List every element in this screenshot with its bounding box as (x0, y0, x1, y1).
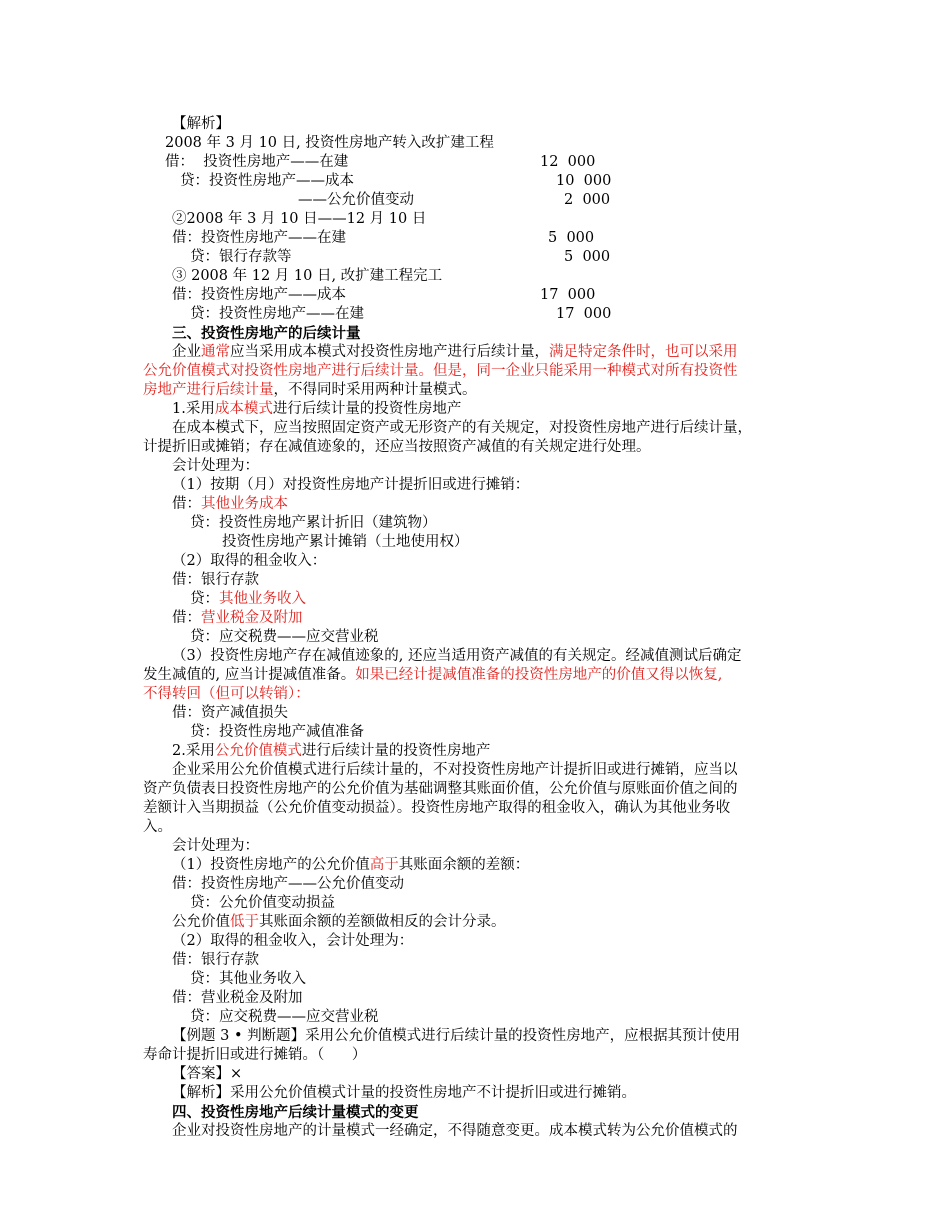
text-line (172, 913, 506, 932)
text-segment: 借：资产减值损失 (172, 705, 288, 721)
entry-amount: 5 000 (564, 249, 611, 265)
text-line (172, 609, 303, 628)
highlighted-text: 满足特定条件时，也可以采用 (549, 344, 738, 360)
text-segment: 借： 投资性房地产——在建 (165, 154, 349, 170)
highlighted-text: 其他业务成本 (201, 496, 288, 512)
text-segment: 2008 年 3 月 10 日, 投资性房地产转入改扩建工程 (165, 135, 494, 151)
text-line (143, 685, 310, 704)
text-segment: 【解析】采用公允价值模式计量的投资性房地产不计提折旧或进行摊销。 (172, 1085, 636, 1101)
text-line (172, 1122, 738, 1141)
text-segment: 在成本模式下，应当按照固定资产或无形资产的有关规定，对投资性房地产进行后续计量， (172, 420, 752, 436)
text-line (190, 970, 306, 989)
text-line (143, 799, 730, 818)
text-segment: 寿命计提折旧或进行摊销。（ ） (143, 1047, 367, 1063)
text-line (190, 723, 364, 742)
text-segment: 企业对投资性房地产的计量模式一经确定，不得随意变更。成本模式转为公允价值模式的 (172, 1123, 738, 1139)
text-segment: 公允价值 (172, 914, 230, 930)
text-segment: 贷：投资性房地产——在建 (190, 306, 364, 322)
entry-amount: 10 000 (556, 173, 612, 189)
text-line (190, 305, 364, 324)
entry-amount: 12 000 (540, 154, 596, 170)
text-line (172, 324, 361, 344)
text-line (172, 286, 346, 305)
text-line (180, 172, 354, 191)
text-line (222, 533, 469, 552)
text-line (172, 742, 490, 761)
text-segment: 【例题 3 • 判断题】采用公允价值模式进行后续计量的投资性房地产，应根据其预计使用 (172, 1028, 741, 1044)
highlighted-text: 房地产进行后续计量 (143, 382, 274, 398)
text-segment: 【解析】 (172, 116, 230, 132)
text-line (172, 495, 288, 514)
text-segment: 应当采用成本模式对投资性房地产进行后续计量， (230, 344, 549, 360)
text-segment: 借：银行存款 (172, 952, 259, 968)
text-line (172, 875, 404, 894)
text-segment: 2.采用 (172, 743, 215, 759)
text-segment: ③ 2008 年 12 月 10 日, 改扩建工程完工 (172, 268, 443, 284)
text-segment: 借：投资性房地产——公允价值变动 (172, 876, 404, 892)
text-line (172, 1065, 242, 1084)
text-segment: 其账面余额的差额做相反的会计分录。 (259, 914, 506, 930)
text-line (190, 514, 437, 533)
text-line (165, 134, 494, 153)
text-segment: 借：银行存款 (172, 572, 259, 588)
text-segment: 进行后续计量的投资性房地产 (272, 401, 462, 417)
entry-amount: 5 000 (548, 230, 595, 246)
text-line (172, 476, 529, 495)
text-line (143, 1046, 366, 1065)
text-line (172, 1027, 740, 1046)
text-line (172, 951, 259, 970)
text-line (172, 457, 259, 476)
highlighted-text: 通常 (201, 344, 230, 360)
text-line (190, 894, 335, 913)
highlighted-text: 不得转回（但可以转销）： (143, 686, 310, 702)
text-segment: （1）按期（月）对投资性房地产计提折旧或进行摊销： (172, 477, 530, 493)
text-segment: 贷：投资性房地产累计折旧（建筑物） (190, 515, 437, 531)
text-line (172, 761, 738, 780)
highlighted-text: 其他业务收入 (219, 591, 306, 607)
text-segment: 借：投资性房地产——在建 (172, 230, 346, 246)
text-segment: 借： (172, 610, 201, 626)
text-segment: 贷：公允价值变动损益 (190, 895, 335, 911)
entry-amount: 2 000 (564, 192, 611, 208)
text-line (172, 1084, 636, 1103)
text-line (190, 248, 292, 267)
text-segment: 其账面余额的差额： (398, 857, 530, 873)
text-line (172, 1103, 419, 1123)
text-line (190, 1008, 379, 1027)
entry-amount: 17 000 (540, 287, 596, 303)
text-segment: 企业采用公允价值模式进行后续计量的，不对投资性房地产计提折旧或进行摊销，应当以 (172, 762, 738, 778)
text-line (172, 210, 426, 229)
text-segment: 差额计入当期损益（公允价值变动损益）。投资性房地产取得的租金收入，确认为其他业务收 (143, 800, 731, 816)
section-heading: 四、投资性房地产后续计量模式的变更 (172, 1104, 419, 1121)
text-segment: 资产负债表日投资性房地产的公允价值为基础调整其账面价值，公允价值与原账面价值之间的 (143, 781, 738, 797)
text-line (172, 400, 461, 419)
text-line (143, 666, 722, 685)
text-line (165, 153, 348, 172)
highlighted-text: 成本模式 (214, 401, 273, 417)
text-segment: ②2008 年 3 月 10 日——12 月 10 日 (172, 211, 427, 227)
text-segment: 【答案】× (172, 1066, 243, 1082)
highlighted-text: 公允价值模式对投资性房地产进行后续计量。但是，同一企业只能采用一种模式对所有投资性 (143, 363, 738, 379)
text-segment: 贷：应交税费——应交营业税 (190, 1009, 379, 1025)
highlighted-text: 公允价值模式 (214, 743, 302, 759)
text-segment: 贷：投资性房地产——成本 (180, 173, 354, 189)
highlighted-text: 低于 (230, 914, 259, 930)
text-segment: ——公允价值变动 (298, 192, 414, 208)
highlighted-text: 高于 (369, 857, 399, 873)
text-line (172, 837, 259, 856)
text-segment: 贷：应交税费——应交营业税 (190, 629, 379, 645)
text-line (143, 438, 651, 457)
text-segment: ，不得同时采用两种计量模式。 (273, 382, 477, 398)
text-line (172, 343, 738, 362)
entry-amount: 17 000 (556, 306, 612, 322)
text-line (190, 590, 306, 609)
text-line (172, 229, 346, 248)
text-segment: 投资性房地产累计摊销（土地使用权） (222, 534, 469, 550)
text-segment: 会计处理为： (172, 458, 259, 474)
text-segment: 借：投资性房地产——成本 (172, 287, 346, 303)
text-segment: （3）投资性房地产存在减值迹象的, 还应当适用资产减值的有关规定。经减值测试后确定 (172, 648, 742, 664)
section-heading: 三、投资性房地产的后续计量 (172, 325, 361, 342)
text-segment: 进行后续计量的投资性房地产 (301, 743, 491, 759)
text-segment: 1.采用 (172, 401, 215, 417)
text-line (172, 115, 230, 134)
text-segment: （1）投资性房地产的公允价值 (172, 857, 370, 873)
text-line (172, 704, 288, 723)
text-segment: 企业 (172, 344, 201, 360)
text-segment: （2）取得的租金收入，会计处理为： (172, 933, 414, 949)
text-segment: 贷：其他业务收入 (190, 971, 306, 987)
highlighted-text: 营业税金及附加 (201, 610, 303, 626)
text-segment: 借：营业税金及附加 (172, 990, 303, 1006)
text-line (172, 419, 752, 438)
highlighted-text: 如果已经计提减值准备的投资性房地产的价值又得以恢复, (355, 667, 723, 683)
text-line (172, 856, 529, 875)
text-line (190, 628, 379, 647)
text-line (172, 571, 259, 590)
text-segment: 贷：投资性房地产减值准备 (190, 724, 364, 740)
text-line (143, 780, 738, 799)
text-line (172, 267, 442, 286)
text-line (172, 647, 741, 666)
text-line (143, 362, 738, 381)
text-line (298, 191, 414, 210)
text-segment: 入。 (143, 819, 172, 835)
text-segment: 贷： (190, 591, 219, 607)
text-line (172, 932, 413, 951)
text-line (143, 381, 477, 400)
text-segment: 贷：银行存款等 (190, 249, 292, 265)
text-segment: 计提折旧或摊销；存在减值迹象的，还应当按照资产减值的有关规定进行处理。 (143, 439, 651, 455)
text-segment: 借： (172, 496, 201, 512)
text-line (143, 818, 172, 837)
text-segment: 会计处理为： (172, 838, 259, 854)
text-line (172, 552, 326, 571)
text-line (172, 989, 303, 1008)
text-segment: 发生减值的, 应当计提减值准备。 (143, 667, 356, 683)
text-segment: （2）取得的租金收入： (172, 553, 327, 569)
